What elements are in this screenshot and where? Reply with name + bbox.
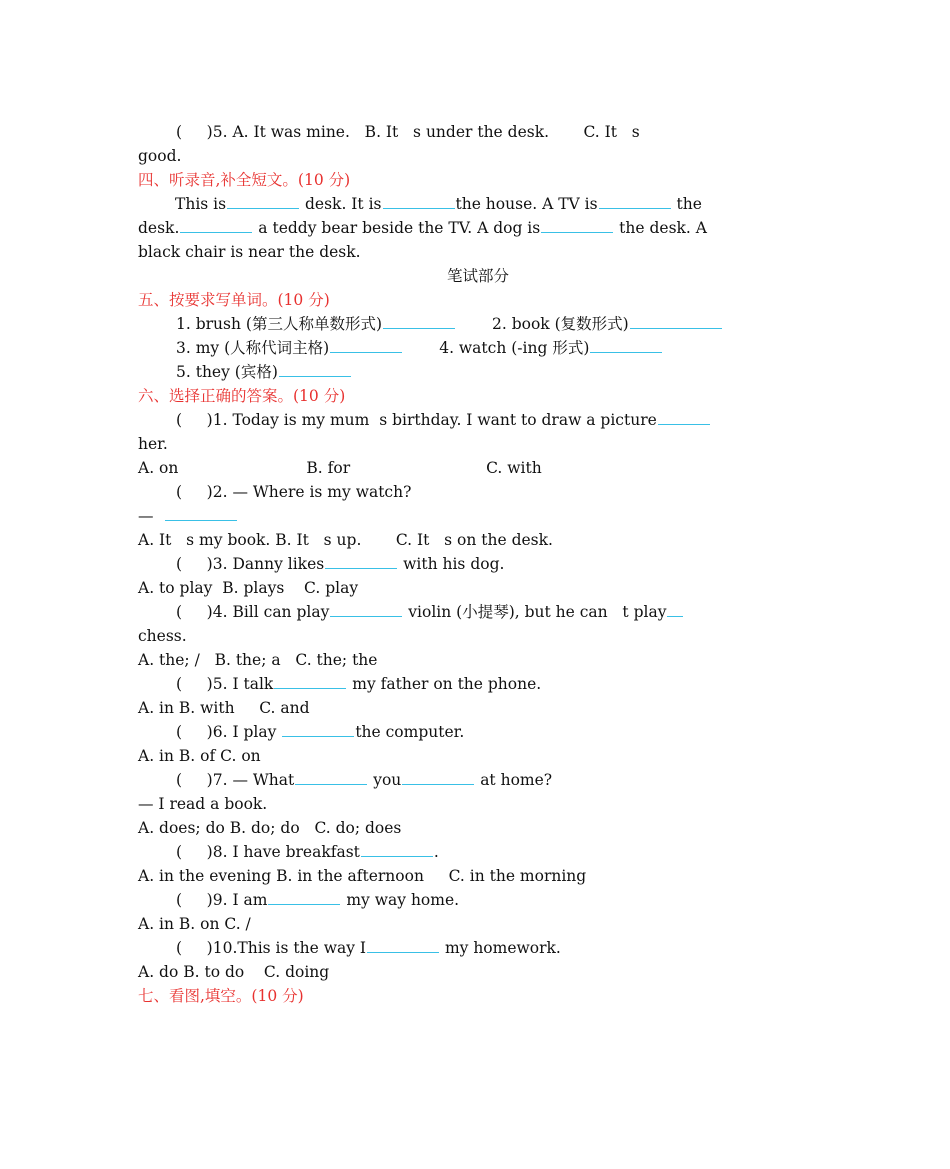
question-text: you — [368, 771, 402, 789]
answer-blank[interactable] — [658, 408, 710, 425]
question-line — [138, 144, 818, 168]
question-line: chess. — [138, 627, 187, 645]
worksheet — [138, 120, 818, 1008]
options-line: A. do B. to do C. doing — [138, 963, 330, 981]
question-line — [138, 840, 818, 864]
question-line — [138, 888, 818, 912]
passage-line — [138, 192, 818, 216]
question-text: ( )6. I play — [176, 723, 282, 741]
question-text: ( )9. I am — [176, 891, 268, 909]
question-text: 1. brush (第三人称单数形式) — [176, 315, 382, 333]
question-line: — I read a book. — [138, 795, 268, 813]
question-text: 3. my (人称代词主格) — [176, 339, 330, 357]
question-line — [138, 360, 818, 384]
question-text: my way home. — [341, 891, 460, 909]
options-line: A. the; / B. the; a C. the; the — [138, 651, 378, 669]
option-b: B. for — [306, 459, 351, 477]
question-line — [138, 408, 818, 432]
passage-text: a teddy bear beside the TV. A dog is — [253, 219, 541, 237]
answer-blank[interactable] — [402, 768, 474, 785]
section-heading: 七、看图,填空。(10 分) — [138, 987, 304, 1005]
options-line: A. in B. of C. on — [138, 747, 261, 765]
answer-blank[interactable] — [180, 216, 252, 233]
question-line — [138, 768, 818, 792]
question-line — [138, 312, 818, 336]
passage-text: the house. A TV is — [455, 195, 598, 213]
passage-text: desk. — [138, 219, 180, 237]
passage-text: the — [671, 195, 702, 213]
question-line — [138, 936, 818, 960]
question-line: her. — [138, 435, 168, 453]
question-text: ( )3. Danny likes — [176, 555, 325, 573]
answer-blank[interactable] — [541, 216, 613, 233]
answer-blank[interactable] — [274, 672, 346, 689]
question-line — [138, 120, 818, 144]
options-line: A. in B. with C. and — [138, 699, 310, 717]
question-text: 4. watch (-ing 形式) — [439, 339, 590, 357]
options-line: A. in B. on C. / — [138, 915, 251, 933]
answer-blank[interactable] — [590, 336, 662, 353]
question-line — [138, 672, 818, 696]
answer-blank[interactable] — [268, 888, 340, 905]
question-text: . — [433, 843, 439, 861]
question-text: ( )5. I talk — [176, 675, 274, 693]
question-text: ( )4. Bill can play — [176, 603, 330, 621]
answer-blank[interactable] — [630, 312, 722, 329]
question-line — [138, 504, 818, 528]
written-part-heading: 笔试部分 — [446, 267, 509, 285]
section-heading: 四、听录音,补全短文。(10 分) — [138, 171, 351, 189]
options-line: A. does; do B. do; do C. do; does — [138, 819, 402, 837]
option-c: C. with — [486, 459, 542, 477]
question-text: 5. they (宾格) — [176, 363, 278, 381]
answer-blank[interactable] — [279, 360, 351, 377]
answer-blank[interactable] — [325, 552, 397, 569]
question-text: ( )5. A. It was mine. B. It s under the desk. C. It s — [176, 123, 640, 141]
question-line — [138, 552, 818, 576]
question-text: with his dog. — [398, 555, 505, 573]
answer-blank[interactable] — [165, 504, 237, 521]
passage-text: This is — [175, 195, 227, 213]
question-text: at home? — [475, 771, 553, 789]
question-line — [138, 720, 818, 744]
question-text: ( )7. — What — [176, 771, 295, 789]
answer-blank[interactable] — [599, 192, 671, 209]
question-text: ( )10.This is the way I — [176, 939, 367, 957]
answer-blank[interactable] — [383, 192, 455, 209]
passage-text: the desk. A — [614, 219, 707, 237]
question-text: ( )8. I have breakfast — [176, 843, 360, 861]
passage-line — [138, 216, 818, 240]
question-line: ( )2. — Where is my watch? — [176, 483, 412, 501]
options-line: A. in the evening B. in the afternoon C. in the morning — [138, 867, 587, 885]
answer-blank[interactable] — [667, 600, 683, 617]
options-line: A. to play B. plays C. play — [138, 579, 359, 597]
passage-text: desk. It is — [300, 195, 382, 213]
question-text: ( )1. Today is my mum s birthday. I want to draw a picture — [176, 411, 657, 429]
options-line: A. It s my book. B. It s up. C. It s on the desk. — [138, 531, 553, 549]
section-heading: 五、按要求写单词。(10 分) — [138, 291, 330, 309]
answer-blank[interactable] — [367, 936, 439, 953]
answer-blank[interactable] — [227, 192, 299, 209]
answer-blank[interactable] — [361, 840, 433, 857]
answer-blank[interactable] — [282, 720, 354, 737]
answer-blank[interactable] — [383, 312, 455, 329]
section-heading: 六、选择正确的答案。(10 分) — [138, 387, 346, 405]
question-text: 2. book (复数形式) — [492, 315, 629, 333]
question-line — [138, 600, 818, 624]
option-a: A. on — [138, 459, 179, 477]
question-text: violin (小提琴), but he can t play — [403, 603, 667, 621]
question-text: my father on the phone. — [347, 675, 542, 693]
question-text: my homework. — [440, 939, 561, 957]
options-line — [138, 456, 818, 480]
answer-blank[interactable] — [330, 600, 402, 617]
question-text: the computer. — [355, 723, 465, 741]
question-line — [138, 336, 818, 360]
answer-blank[interactable] — [330, 336, 402, 353]
question-text: good. — [138, 147, 182, 165]
answer-blank[interactable] — [295, 768, 367, 785]
passage-line: black chair is near the desk. — [138, 243, 361, 261]
question-text: — — [138, 507, 154, 525]
